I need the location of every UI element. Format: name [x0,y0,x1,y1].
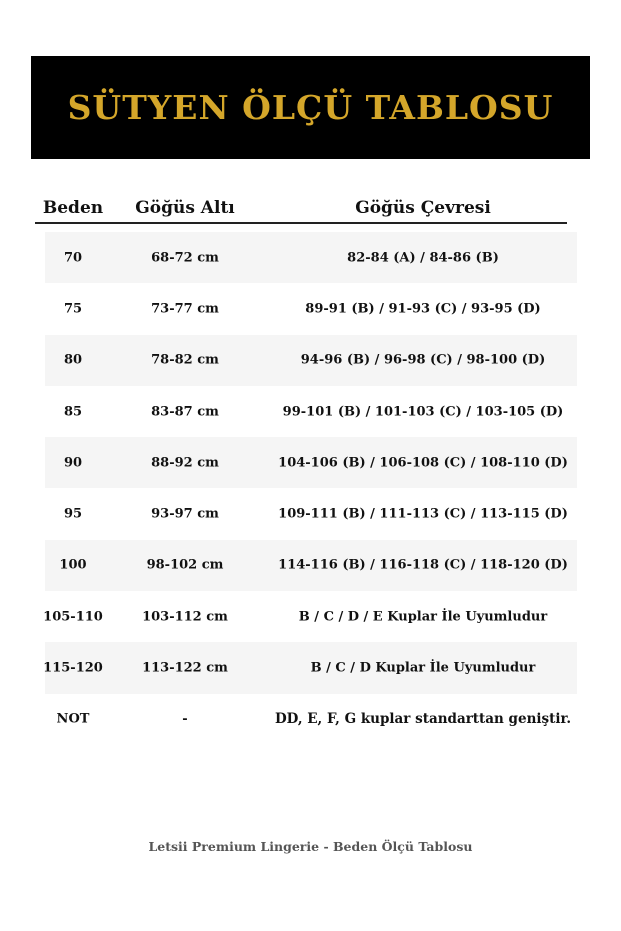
cell-underbust: 83-87 cm [151,404,219,420]
table-row [0,488,621,539]
table-row [0,386,621,437]
cell-bust: B / C / D / E Kuplar İle Uyumludur [298,609,548,625]
title-banner [31,56,590,159]
cell-underbust: 78-82 cm [151,352,219,368]
cell-size: 90 [63,455,83,471]
cell-size: 105-110 [43,609,103,625]
header-underbust: Göğüs Altı [135,198,235,218]
cell-size: 75 [63,301,83,317]
cell-underbust: 98-102 cm [146,557,224,573]
cell-bust: B / C / D Kuplar İle Uyumludur [310,660,536,676]
page-title: SÜTYEN ÖLÇÜ TABLOSU [67,88,554,127]
cell-bust-note: DD, E, F, G kuplar standarttan geniştir. [274,711,572,728]
header-divider [35,222,567,224]
cell-size: 85 [63,404,83,420]
table-row [0,642,621,693]
cell-bust: 104-106 (B) / 106-108 (C) / 108-110 (D) [278,455,568,471]
header-size: Beden [42,198,104,218]
cell-size: 115-120 [43,660,103,676]
cell-underbust: 68-72 cm [151,250,219,266]
table-row [0,540,621,591]
cell-underbust: 113-122 cm [142,660,228,676]
cell-bust: 82-84 (A) / 84-86 (B) [347,250,499,266]
cell-size: 70 [63,250,83,266]
cell-bust: 89-91 (B) / 91-93 (C) / 93-95 (D) [305,301,541,317]
cell-underbust: 93-97 cm [151,506,219,522]
table-row [0,335,621,386]
cell-size: 95 [63,506,83,522]
cell-bust: 99-101 (B) / 101-103 (C) / 103-105 (D) [282,404,564,420]
cell-size: NOT [56,711,90,727]
table-header [0,198,621,228]
table-row [0,283,621,334]
footer-caption: Letsii Premium Lingerie - Beden Ölçü Tablosu [148,839,473,854]
cell-size: 100 [59,557,87,573]
size-table [0,232,621,745]
header-bust: Göğüs Çevresi [355,198,491,218]
cell-underbust: - [182,711,188,727]
table-row [0,232,621,283]
table-row [0,694,621,745]
cell-bust: 94-96 (B) / 96-98 (C) / 98-100 (D) [300,352,546,368]
cell-size: 80 [63,352,83,368]
cell-bust: 109-111 (B) / 111-113 (C) / 113-115 (D) [278,506,568,522]
table-row [0,437,621,488]
cell-bust: 114-116 (B) / 116-118 (C) / 118-120 (D) [278,557,568,573]
cell-underbust: 88-92 cm [151,455,219,471]
table-row [0,591,621,642]
cell-underbust: 103-112 cm [142,609,228,625]
cell-underbust: 73-77 cm [151,301,219,317]
